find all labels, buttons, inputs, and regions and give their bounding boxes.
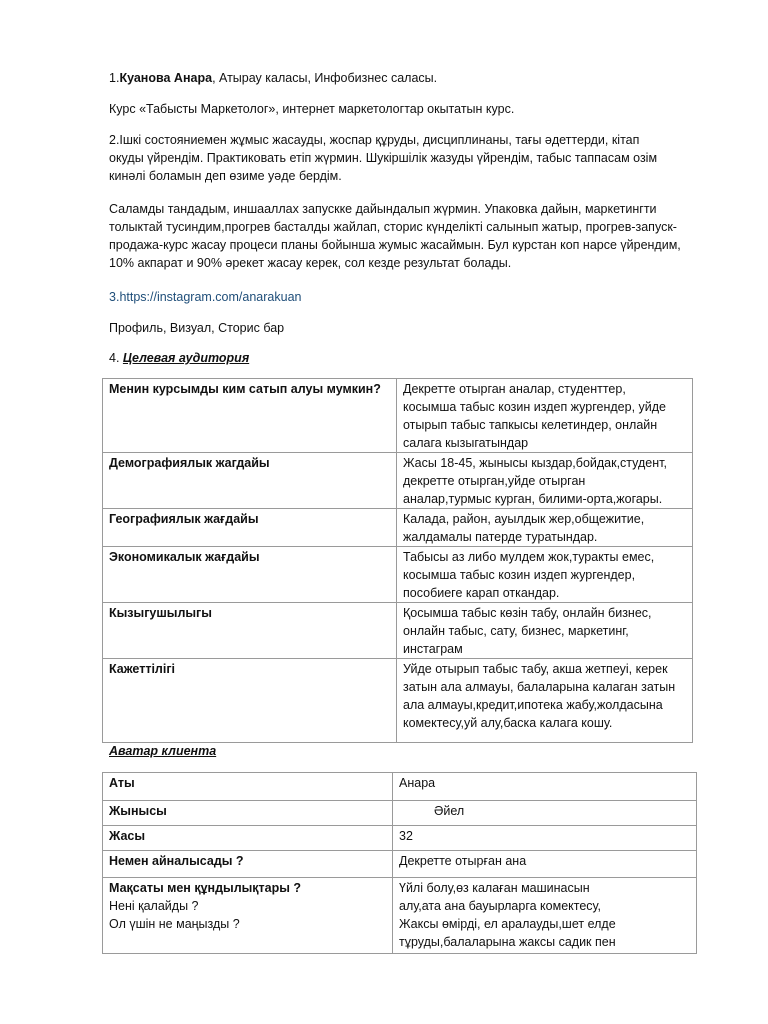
row-label: Кажеттілігі [103, 659, 397, 743]
table-row [103, 801, 697, 826]
row-label: Немен айналысады ? [103, 851, 393, 878]
table-row [103, 509, 693, 547]
row-value: Декретте отырған ана [393, 851, 697, 878]
row-label: Менин курсымды ким сатып алуы мумкин? [103, 379, 397, 453]
instagram-line: 3.https://instagram.com/anarakuan [109, 290, 302, 304]
row-label: Аты [103, 773, 393, 801]
row-value: Табысы аз либо мулдем жок,туракты емес, косымша табыс козин издеп жургендер, пособиеге карап откандар. [397, 547, 693, 603]
participant-name: Куанова Анара [119, 71, 213, 85]
table-row [103, 851, 697, 878]
table-row [103, 878, 697, 954]
table-row [103, 773, 697, 801]
row-label: Экономикалык жағдайы [103, 547, 397, 603]
row-value: Калада, район, ауылдык жер,общежитие, жалдамалы патерде туратындар. [397, 509, 693, 547]
row-label: Демографиялык жагдайы [103, 453, 397, 509]
row-value: Үйлі болу,өз калаған машинасын алу,ата ана бауырларга комектесу, Жаксы өмірді, ел аралауды,шет елде тұруды,балаларына жаксы садик пен [393, 878, 697, 954]
row-value: Әйел [393, 801, 697, 826]
client-avatar-table [102, 772, 697, 954]
table-row [103, 379, 693, 453]
table-row [103, 547, 693, 603]
row-value: Анара [393, 773, 697, 801]
row-label: Географиялык жағдайы [103, 509, 397, 547]
paragraph-habits: 2.Ішкі состояниемен жұмыс жасауды, жоспар құруды, дисциплинаны, тағы әдеттерди, кітап окуды үйрендім. Практиковать етіп жүрмин. Шукіршілік жазуды үйрендім, табыс таппасам озім кинәлі боламын деп өзиме уәде бердім. [109, 133, 658, 183]
table-row [103, 453, 693, 509]
paragraph-launch: Саламды тандадым, иншааллах запускке дайындалып жүрмин. Упаковка дайын, маркетингти толыктай тусиндим,прогрев басталды жайлап, сторис күнделікті салынып жатыр, прогрев-запуск- продажа-курс жасау процеси планы бойынша жумыс жасаймын. Бул курстан коп нарсе үйрендим, 10% акпарат и 90% әрекет жасау керек, сол кезде результат болады. [109, 202, 681, 270]
table-row [103, 603, 693, 659]
row-label: Жасы [103, 826, 393, 851]
row-value: Декретте отырган аналар, студенттер, косымша табыс козин издеп жургендер, уйде отырып табыс тапкысы келетиндер, онлайн салага кызыгатындар [397, 379, 693, 453]
target-audience-table [102, 378, 693, 743]
row-value: 32 [393, 826, 697, 851]
section-heading-target-audience: 4. Целевая аудитория [109, 351, 250, 365]
table-row [103, 659, 693, 743]
row-label: Мақсаты мен құндылықтары ? Нені қалайды ? Ол үшін не маңызды ? [103, 878, 393, 954]
course-line: Курс «Табысты Маркетолог», интернет маркетологтар окытатын курс. [109, 102, 515, 116]
row-label: Жынысы [103, 801, 393, 826]
section-heading-avatar: Аватар клиента [109, 744, 217, 758]
participant-line: 1.Куанова Анара, Атырау каласы, Инфобизнес саласы. [109, 71, 438, 85]
row-value: Қосымша табыс көзін табу, онлайн бизнес, онлайн табыс, сату, бизнес, маркетинг, инстаграм [397, 603, 693, 659]
instagram-link[interactable]: https://instagram.com/anarakuan [119, 290, 302, 304]
row-value: Уйде отырып табыс табу, акша жетпеуі, керек затын ала алмауы, балаларына калаган затын ала алмауы,кредит,ипотека жабу,жолдасына комектесу,уй алу,баска калага кошу. [397, 659, 693, 743]
row-label: Кызыгушылыгы [103, 603, 397, 659]
table-row [103, 826, 697, 851]
row-value: Жасы 18-45, жынысы кыздар,бойдак,студент, декретте отырган,уйде отырган аналар,турмыс курган, билими-орта,жогары. [397, 453, 693, 509]
profile-line: Профиль, Визуал, Сторис бар [109, 321, 285, 335]
